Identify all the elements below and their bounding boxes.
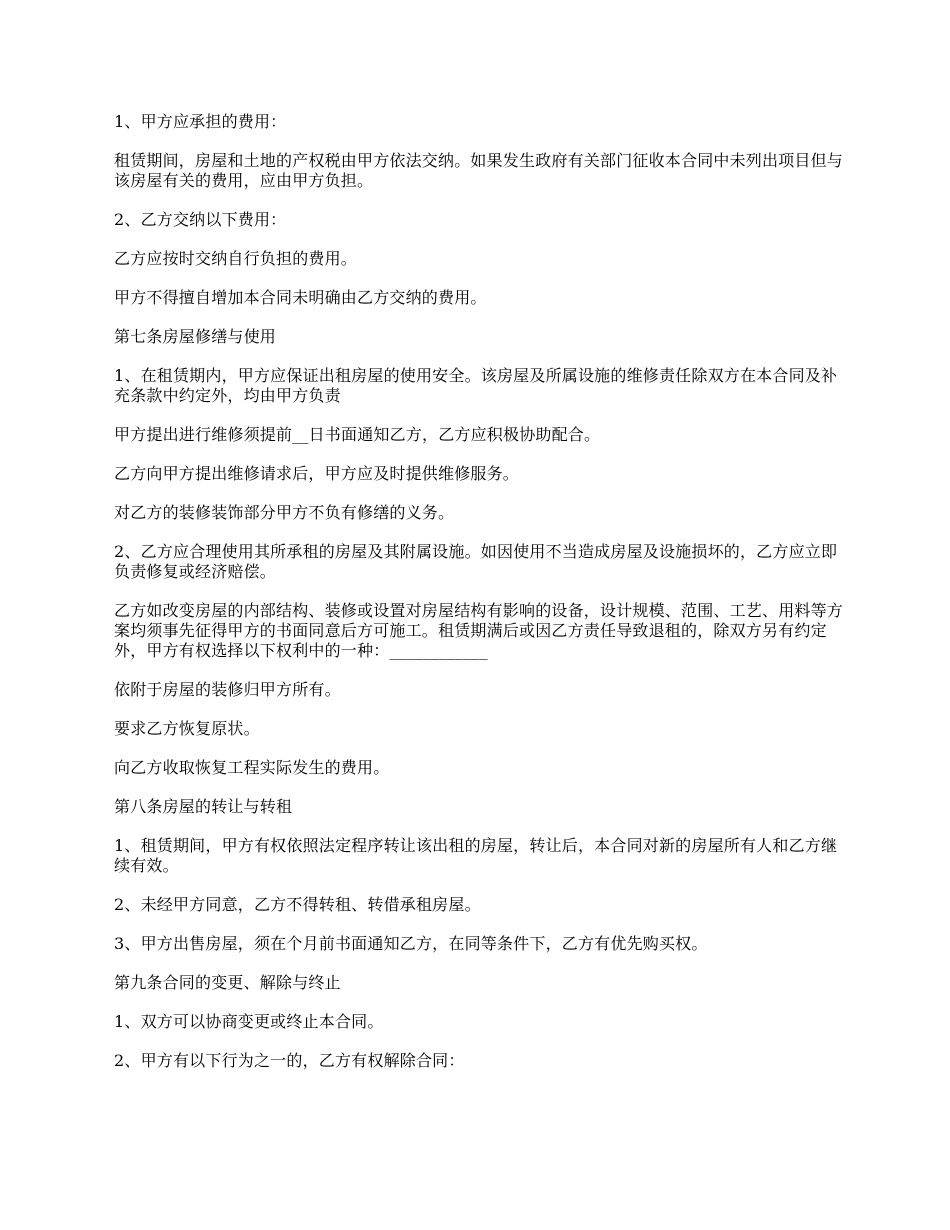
document-page (114, 112, 844, 1090)
paragraph: 租赁期间，房屋和土地的产权税由甲方依法交纳。如果发生政府有关部门征收本合同中未列出项目但与该房屋有关的费用，应由甲方负担。 (114, 151, 844, 190)
paragraph: 乙方应按时交纳自行负担的费用。 (114, 249, 358, 268)
section-heading: 第七条房屋修缮与使用 (114, 327, 277, 346)
paragraph: 乙方如改变房屋的内部结构、装修或设置对房屋结构有影响的设备，设计规模、范围、工艺、用料等方案均须事先征得甲方的书面同意后方可施工。租赁期满后或因乙方责任导致退租的，除双方另有约定外，甲方有权选择以下权利中的一种：____________ (114, 601, 844, 660)
paragraph: 要求乙方恢复原状。 (114, 719, 260, 738)
paragraph: 依附于房屋的装修归甲方所有。 (114, 680, 341, 699)
paragraph: 2、甲方有以下行为之一的，乙方有权解除合同： (114, 1051, 465, 1070)
paragraph: 甲方不得擅自增加本合同未明确由乙方交纳的费用。 (114, 288, 487, 307)
paragraph: 1、双方可以协商变更或终止本合同。 (114, 1012, 384, 1031)
section-heading: 第八条房屋的转让与转租 (114, 797, 293, 816)
paragraph: 2、乙方交纳以下费用： (114, 210, 287, 229)
paragraph: 1、在租赁期内，甲方应保证出租房屋的使用安全。该房屋及所属设施的维修责任除双方在本合同及补充条款中约定外，均由甲方负责 (114, 366, 838, 405)
paragraph: 甲方提出进行维修须提前__日书面通知乙方，乙方应积极协助配合。 (114, 425, 601, 444)
section-heading: 第九条合同的变更、解除与终止 (114, 973, 341, 992)
paragraph: 乙方向甲方提出维修请求后，甲方应及时提供维修服务。 (114, 464, 520, 483)
paragraph: 2、未经甲方同意，乙方不得转租、转借承租房屋。 (114, 895, 481, 914)
paragraph: 1、甲方应承担的费用： (114, 112, 287, 131)
paragraph: 向乙方收取恢复工程实际发生的费用。 (114, 758, 390, 777)
paragraph: 1、租赁期间，甲方有权依照法定程序转让该出租的房屋，转让后，本合同对新的房屋所有人和乙方继续有效。 (114, 836, 838, 875)
paragraph: 2、乙方应合理使用其所承租的房屋及其附属设施。如因使用不当造成房屋及设施损坏的，乙方应立即负责修复或经济赔偿。 (114, 542, 838, 581)
paragraph: 3、甲方出售房屋，须在个月前书面通知乙方，在同等条件下，乙方有优先购买权。 (114, 934, 708, 953)
paragraph: 对乙方的装修装饰部分甲方不负有修缮的义务。 (114, 503, 455, 522)
